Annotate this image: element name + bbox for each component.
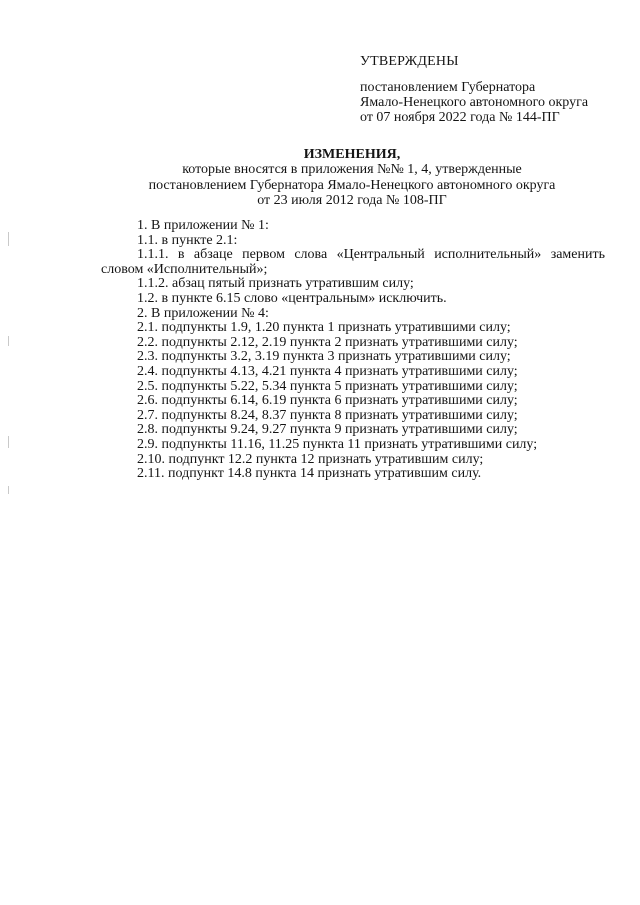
body-line: 1.1. в пункте 2.1: bbox=[137, 232, 238, 248]
body-line: 2. В приложении № 4: bbox=[137, 305, 269, 321]
body-line: словом «Исполнительный»; bbox=[101, 261, 268, 277]
body-line: 1.2. в пункте 6.15 слово «центральным» исключить. bbox=[137, 290, 447, 306]
body-line: 2.11. подпункт 14.8 пункта 14 признать утратившим силу. bbox=[137, 466, 482, 482]
approval-block bbox=[360, 54, 630, 125]
approval-line: Ямало-Ненецкого автономного округа bbox=[360, 95, 589, 110]
body-line: 2.4. подпункты 4.13, 4.21 пункта 4 признать утратившими силу; bbox=[137, 363, 518, 379]
body-line: 2.2. подпункты 2.12, 2.19 пункта 2 признать утратившими силу; bbox=[137, 334, 518, 350]
body-line: 2.8. подпункты 9.24, 9.27 пункта 9 признать утратившими силу; bbox=[137, 422, 518, 438]
body-line: 2.5. подпункты 5.22, 5.34 пункта 5 признать утратившими силу; bbox=[137, 378, 518, 394]
approval-heading: УТВЕРЖДЕНЫ bbox=[360, 54, 459, 69]
document-subtitle-line: постановлением Губернатора Ямало-Ненецкого автономного округа bbox=[148, 177, 556, 193]
body-line: 2.3. подпункты 3.2, 3.19 пункта 3 признать утратившими силу; bbox=[137, 349, 511, 365]
scan-artifact bbox=[8, 336, 9, 346]
body-line: 2.6. подпункты 6.14, 6.19 пункта 6 признать утратившими силу; bbox=[137, 393, 518, 409]
approval-line: постановлением Губернатора bbox=[360, 80, 536, 95]
body-line: 1. В приложении № 1: bbox=[137, 218, 269, 233]
approval-details bbox=[360, 80, 630, 125]
body-line: 2.7. подпункты 8.24, 8.37 пункта 8 признать утратившими силу; bbox=[137, 407, 518, 423]
document-subtitle-line: которые вносятся в приложения №№ 1, 4, утвержденные bbox=[182, 162, 522, 178]
body-line: 2.10. подпункт 12.2 пункта 12 признать утратившим силу; bbox=[137, 451, 484, 467]
body-line: 2.9. подпункты 11.16, 11.25 пункта 11 признать утратившими силу; bbox=[137, 436, 538, 452]
scan-artifact bbox=[8, 436, 9, 448]
scan-artifact bbox=[8, 486, 9, 494]
body-line: 2.1. подпункты 1.9, 1.20 пункта 1 признать утратившими силу; bbox=[137, 320, 511, 336]
body-line: 1.1.1. в абзаце первом слова «Центральный исполнительный» заменить bbox=[137, 248, 605, 263]
document-subtitle-line: от 23 июля 2012 года № 108-ПГ bbox=[257, 192, 447, 208]
body-line: 1.1.2. абзац пятый признать утратившим силу; bbox=[137, 276, 414, 292]
document-title: ИЗМЕНЕНИЯ, bbox=[303, 147, 401, 162]
scan-artifact bbox=[8, 232, 9, 246]
approval-line: от 07 ноября 2022 года № 144-ПГ bbox=[360, 110, 560, 125]
document-body bbox=[101, 219, 605, 482]
document-title-block bbox=[100, 147, 604, 208]
